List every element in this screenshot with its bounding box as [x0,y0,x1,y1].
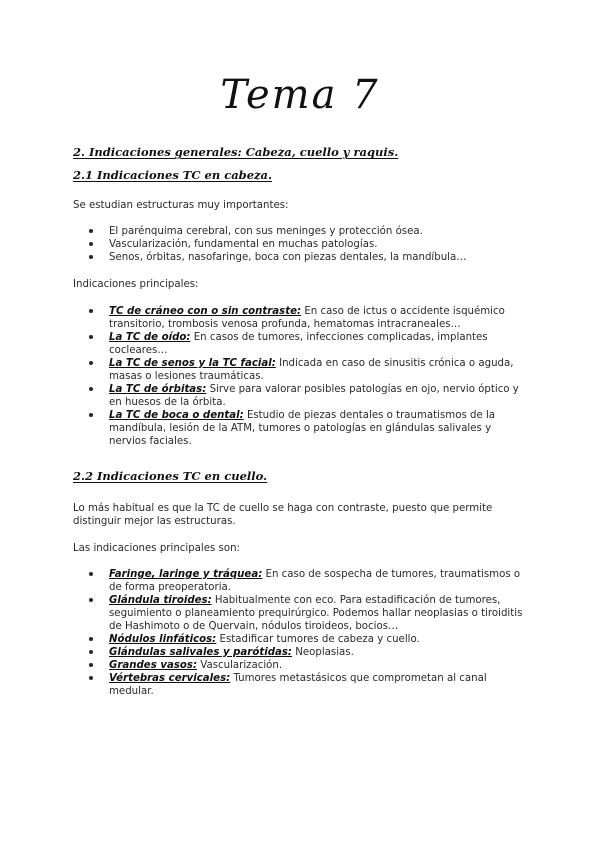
list-item-term: TC de cráneo con o sin contraste: [109,306,302,317]
list-item [73,409,525,448]
list-item-text: Sirve para valorar posibles patologías en ojo, nervio óptico y en huesos de la órbita. [109,384,519,408]
section-heading-2: 2. Indicaciones generales: Cabeza, cuello y raquis. [73,145,399,159]
list-item [73,672,525,698]
list-item-term: Grandes vasos: [109,660,198,671]
list-item-text: Habitualmente con eco. Para estadificación de tumores, seguimiento o planeamiento prequirúrgico. Podemos hallar neoplasias o tiroiditis de Hashimoto o de Quervain, nódulos tiroideos, bocios… [109,595,523,632]
indications-paragraph: Indicaciones principales: [73,279,199,290]
list-item-term: Nódulos linfáticos: [109,634,217,645]
list-item-text: Estudio de piezas dentales o traumatismos de la mandíbula, lesión de la ATM, tumores o patologías en glándulas salivales y nervios faciales. [109,410,496,447]
list-item [73,659,525,672]
list-item-term: La TC de órbitas: [109,384,207,395]
list-item [73,331,525,357]
neck-indications-list [73,568,525,698]
list-item [73,646,525,659]
list-item [73,305,525,331]
structures-list [73,225,525,264]
list-item-text: Neoplasias. [292,647,354,658]
list-item: Vascularización, fundamental en muchas patologías. [73,238,525,251]
list-item-text: En caso de ictus o accidente isquémico transitorio, trombosis venosa profunda, hematomas intracraneales… [109,306,505,330]
list-item-term: La TC de oído: [109,332,191,343]
list-item [73,594,525,633]
list-item: El parénquima cerebral, con sus meninges y protección ósea. [73,225,525,238]
list-item [73,568,525,594]
head-indications-list [73,305,525,448]
section-heading-2-1: 2.1 Indicaciones TC en cabeza. [73,168,273,182]
list-item-term: La TC de senos y la TC facial: [109,358,276,369]
list-item-text: Vascularización. [197,660,283,671]
list-item-text: En caso de sospecha de tumores, traumatismos o de forma preoperatoria. [109,569,521,593]
list-item-text: Indicada en caso de sinusitis crónica o aguda, masas o lesiones traumáticas. [109,358,514,382]
list-item [73,383,525,409]
list-item [73,357,525,383]
list-item-text: En casos de tumores, infecciones complicadas, implantes cocleares… [109,332,488,356]
list-item-term: Glándula tiroides: [109,595,212,606]
list-item-term: La TC de boca o dental: [109,410,244,421]
list-item-term: Faringe, laringe y tráquea: [109,569,263,580]
neck-paragraph: Lo más habitual es que la TC de cuello se haga con contraste, puesto que permite distinguir mejor las estructuras. [73,503,493,527]
list-item [73,633,525,646]
list-item-text: Tumores metastásicos que comprometan al canal medular. [109,673,487,697]
intro-paragraph: Se estudian estructuras muy importantes: [73,200,289,211]
page-title: Tema 7 [220,72,380,118]
list-item-term: Glándulas salivales y parótidas: [109,647,292,658]
list-item: Senos, órbitas, nasofaringe, boca con piezas dentales, la mandíbula… [73,251,525,264]
list-item-term: Vértebras cervicales: [109,673,231,684]
neck-indications-paragraph: Las indicaciones principales son: [73,543,240,554]
section-heading-2-2: 2.2 Indicaciones TC en cuello. [73,469,268,483]
list-item-text: Estadificar tumores de cabeza y cuello. [216,634,420,645]
